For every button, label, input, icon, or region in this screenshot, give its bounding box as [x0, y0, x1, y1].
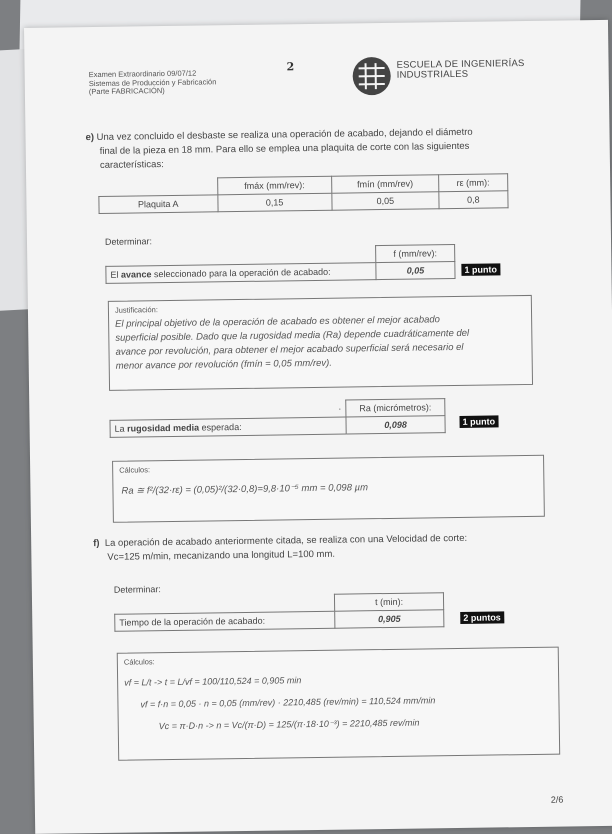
time-header: t (min):: [334, 593, 443, 612]
handwritten-page-mark: 2: [286, 60, 295, 74]
feed-label-post: seleccionado para la operación de acabado:: [151, 266, 331, 280]
feed-header: f (mm/rev):: [376, 245, 455, 263]
time-label: Tiempo de la operación de acabado:: [115, 611, 335, 631]
insert-value-fmax: 0,15: [217, 193, 332, 212]
answer-table-roughness: · Ra (micrómetros): La rugosidad media esperada: 0,098: [109, 398, 445, 438]
justification-title: Justificación:: [114, 305, 158, 315]
calculations-line2-f: vf = f·n = 0,05 · n = 0,05 (mm/rev) · 2210,485 (rev/min) = 110,524 mm/min: [140, 695, 436, 710]
section-e-statement: [85, 124, 586, 173]
feed-points-badge: 1 punto: [461, 263, 500, 276]
calculations-formula-e: Ra ≅ f²/(32·rε) = (0,05)²/(32·0,8)=9,8·10⁻⁵ mm = 0,098 µm: [121, 482, 369, 497]
section-e-line2: final de la pieza en 18 mm. Para ello se emplea una plaquita de corte con las siguientes: [99, 140, 470, 157]
determinar-f: Determinar:: [113, 584, 161, 595]
section-e-letter: e): [85, 132, 95, 144]
header-line1: Examen Extraordinario 09/07/12: [88, 68, 197, 80]
determinar-e: Determinar:: [104, 236, 153, 247]
justification-box: [108, 295, 533, 391]
time-answer: 0,905: [335, 610, 444, 629]
justification-text: [115, 312, 528, 374]
justification-line2: superficial posible. Dado que la rugosidad media (Ra) depende cuadráticamente del: [115, 327, 470, 344]
roughness-label-bold: rugosidad media: [127, 422, 200, 434]
exam-page: [24, 20, 612, 834]
justification-line1: El principal objetivo de la operación de acabado es obtener el mejor acabado: [115, 314, 441, 330]
page-number: 2/6: [550, 794, 564, 805]
school-name: [396, 59, 524, 81]
answer-table-feed: [105, 244, 455, 284]
school-name-line1: ESCUELA DE INGENIERÍAS: [396, 58, 525, 71]
roughness-label: [110, 417, 346, 437]
feed-label: [106, 263, 376, 284]
feed-label-bold: avance: [120, 269, 152, 280]
insert-table: [98, 173, 508, 214]
justification-line4: menor avance por revolución (fmín = 0,05 mm/rev).: [115, 357, 333, 372]
section-f-statement: [93, 530, 573, 565]
calculations-title-f: Cálculos:: [123, 657, 155, 667]
insert-header-fmin: fmín (mm/rev): [331, 175, 438, 193]
school-name-line2: INDUSTRIALES: [396, 68, 469, 81]
insert-header-fmax: fmáx (mm/rev):: [217, 176, 332, 195]
section-f-line1: La operación de acabado anteriormente citada, se realiza con una Velocidad de corte:: [104, 532, 468, 549]
roughness-points-badge: 1 punto: [459, 415, 498, 428]
roughness-answer: 0,098: [346, 416, 445, 434]
exam-header: [89, 69, 217, 96]
calculations-title-e: Cálculos:: [119, 465, 151, 475]
section-e-line1: Una vez concluido el desbaste se realiza una operación de acabado, dejando el diámetro: [96, 126, 473, 143]
calculations-line3-f: Vc = π·D·n -> n = Vc/(π·D) = 125/(π·18·10⁻³) = 2210,485 rev/min: [158, 717, 420, 732]
header-line2: Sistemas de Producción y Fabricación: [88, 76, 217, 88]
section-f-letter: f): [93, 537, 100, 550]
justification-line3: avance por revolución, para obtener el mejor acabado superficial será necesario el: [115, 341, 464, 358]
insert-value-re: 0,8: [439, 191, 508, 209]
insert-value-fmin: 0,05: [332, 192, 439, 210]
insert-header-re: rε (mm):: [438, 174, 507, 192]
header-line3: (Parte FABRICACIÓN): [88, 86, 165, 97]
calculations-line1-f: vf = L/t -> t = L/vf = 100/110,524 = 0,905 min: [124, 675, 302, 688]
calculations-box-e: [112, 455, 545, 523]
calculations-box-f: [117, 647, 560, 761]
school-logo: [352, 57, 391, 96]
section-e-line3: características:: [99, 159, 164, 171]
time-points-badge: 2 puntos: [460, 611, 504, 624]
feed-answer: 0,05: [376, 262, 455, 280]
section-f-line2: Vc=125 m/min, mecanizando una longitud L=100 mm.: [107, 548, 336, 563]
roughness-header: Ra (micrómetros):: [346, 399, 445, 417]
insert-row-label: Plaquita A: [99, 195, 218, 214]
roughness-label-pre: La: [114, 423, 128, 434]
feed-label-pre: El: [110, 269, 122, 280]
answer-table-time: [114, 592, 444, 632]
roughness-label-post: esperada:: [199, 422, 242, 433]
